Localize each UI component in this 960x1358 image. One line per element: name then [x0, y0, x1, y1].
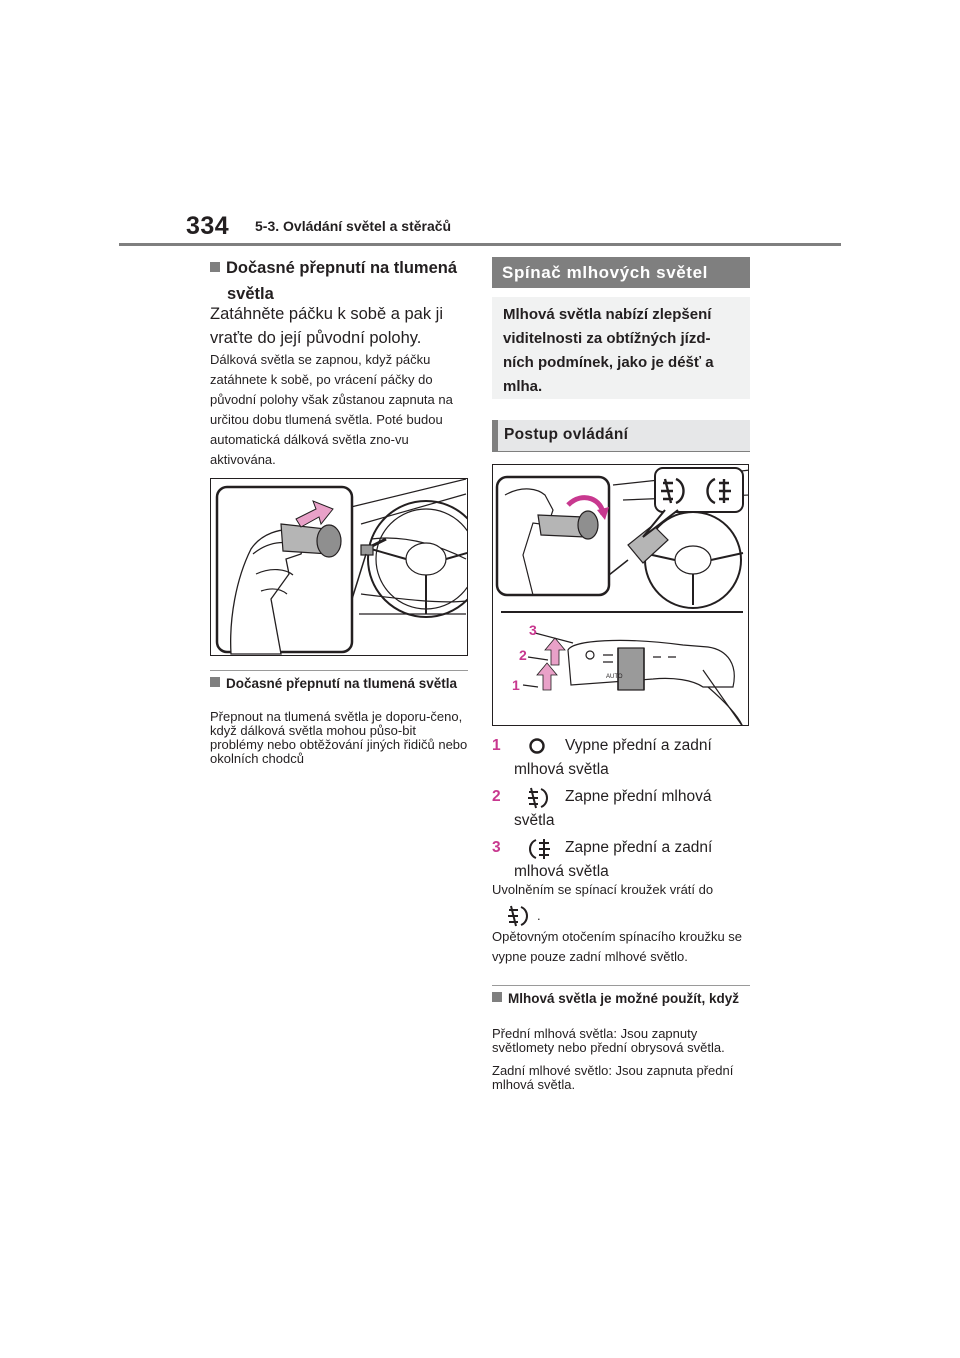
- step-1: 1 Vypne přední a zadní mlhová světla: [492, 737, 712, 778]
- ring-off-icon: [526, 735, 548, 757]
- instruction-text: Zatáhněte páčku k sobě a pak ji vraťte do její původní polohy.: [210, 305, 443, 347]
- callout-3: 3: [529, 622, 537, 638]
- rear-fog-icon: [526, 837, 552, 861]
- rotate-text: Opětovným otočením spínacího kroužku se vypne pouze zadní mlhové světlo.: [492, 929, 743, 964]
- lever-pull-illustration: [210, 478, 468, 656]
- fog-switch-illustration: [492, 464, 749, 726]
- note-heading: Dočasné přepnutí na tlumená světla: [210, 676, 484, 691]
- lowbeam-body-text: Dálková světla se zapnou, když páčku zatáhnete k sobě, po vrácení páčky do původní polohy však zůstanou zapnuta na určitou dobu tlumená světla. Poté budou automatická dálková světla zno-vu aktivována.: [210, 352, 453, 467]
- procedure-subheader: Postup ovládání: [492, 420, 750, 451]
- square-bullet-icon: [210, 677, 220, 687]
- note-body: Přepnout na tlumená světla je doporu-čeno, když dálková světla mohou půso-bit problémy nebo obtěžování jiných řidičů nebo okolních chodců: [210, 709, 468, 766]
- note-divider: [210, 670, 468, 671]
- fog-switch-banner: Spínač mlhových světel: [492, 257, 750, 288]
- header-divider: [119, 243, 841, 246]
- conditions-heading: Mlhová světla je možné použít, když: [492, 991, 767, 1006]
- conditions-divider: [492, 985, 750, 986]
- condition-rear: Zadní mlhové světlo: Jsou zapnuta přední mlhová světla.: [492, 1063, 734, 1092]
- fog-intro-box: Mlhová světla nabízí zlepšení viditelnosti za obtížných jízd-ních podmínek, jako je déšť a mlha.: [492, 297, 750, 399]
- callout-1: 1: [512, 677, 520, 693]
- subheader-rule: [492, 451, 750, 452]
- square-bullet-icon: [210, 262, 220, 272]
- release-text: Uvolněním se spínací kroužek vrátí do: [492, 882, 714, 897]
- release-period: .: [537, 908, 541, 923]
- front-fog-icon: [506, 904, 532, 928]
- condition-front: Přední mlhová světla: Jsou zapnuty světlomety nebo přední obrysová světla.: [492, 1026, 725, 1055]
- callout-2: 2: [519, 647, 527, 663]
- page-number: 334: [186, 212, 230, 240]
- temp-lowbeam-heading: Dočasné přepnutí na tlumená světla: [210, 255, 485, 307]
- auto-label: AUTO: [606, 674, 623, 680]
- section-title: 5-3. Ovládání světel a stěračů: [255, 218, 452, 234]
- step-3: 3 Zapne přední a zadní mlhová světla: [492, 839, 713, 880]
- front-fog-icon: [526, 786, 552, 810]
- square-bullet-icon: [492, 992, 502, 1002]
- step-2: 2 Zapne přední mlhová světla: [492, 788, 712, 829]
